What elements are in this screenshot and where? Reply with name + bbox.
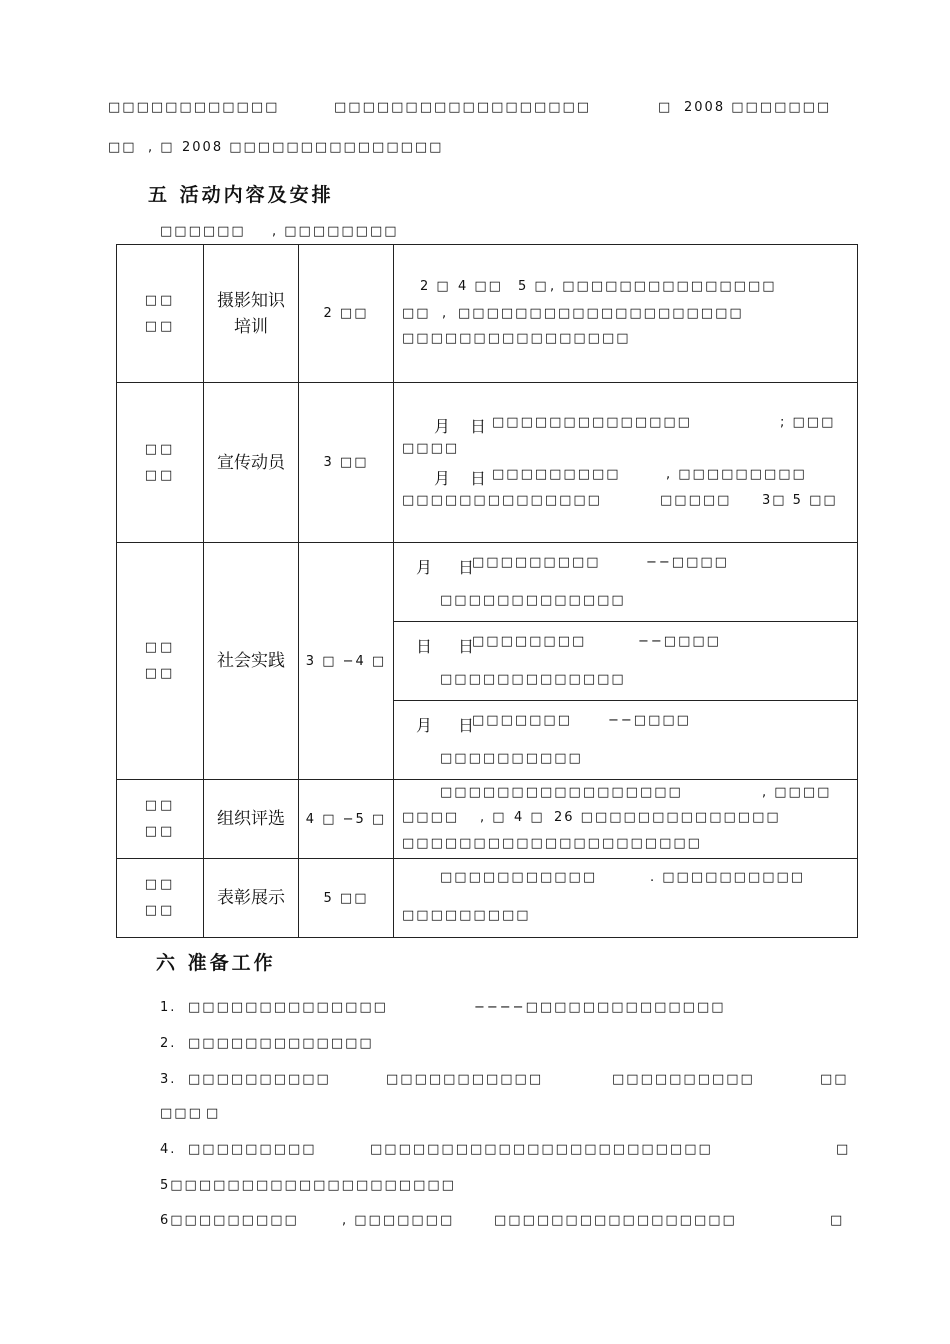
desc-text: ; □□□	[780, 415, 836, 430]
activity-name: 培训	[234, 316, 268, 337]
prep-item-text: □□□	[160, 1106, 203, 1121]
desc-text: □□□□□□□□□□□□□	[440, 593, 626, 608]
activity-name: 组织评选	[217, 809, 285, 829]
time-cell: 5 □□	[299, 859, 394, 938]
desc-text: 月	[416, 558, 433, 577]
desc-text: □□□□□□□□	[472, 634, 587, 649]
desc-text: 日	[470, 469, 487, 488]
desc-text: , □□□□	[762, 785, 832, 800]
prep-item-text: 5□□□□□□□□□□□□□□□□□□□□	[160, 1178, 456, 1193]
description-cell	[394, 780, 858, 859]
desc-text: □□□□□	[660, 493, 732, 508]
activity-name: 社会实践	[217, 651, 285, 671]
desc-text: □□□□□□□□□□□□□□□□□□□□	[458, 306, 744, 321]
desc-text: □□	[402, 306, 431, 321]
prep-item-text: □□□□□□□□□□□	[386, 1072, 544, 1087]
desc-text: 月	[416, 716, 433, 735]
stage-text: □□	[144, 292, 176, 308]
desc-text: □□□□□□□□□□□□□□□□	[402, 331, 631, 346]
time-cell: 3 □□	[299, 383, 394, 543]
desc-text: □□□□□□□□□□□□□□□□□	[440, 785, 683, 800]
prep-item-text: □□	[820, 1072, 849, 1087]
prep-item-text: □□□□□□□□□	[188, 1142, 317, 1157]
description-cell	[394, 859, 858, 938]
stage-text: □□	[144, 666, 176, 681]
stage-cell	[117, 859, 204, 938]
stage-cell	[117, 245, 204, 383]
desc-text: −−□□□□	[646, 555, 729, 570]
prep-item-number: 4.	[160, 1142, 177, 1157]
prep-item-number: 1.	[160, 1000, 177, 1015]
desc-text: ,	[442, 306, 449, 321]
desc-text: □□□□□□□□□□□□□□	[492, 415, 692, 430]
stage-text: □□	[144, 441, 176, 457]
stage-text: □□	[144, 798, 176, 813]
stage-cell	[117, 383, 204, 543]
intro-line-2-c: 2008 □□□□□□□□□□□□□□□	[182, 140, 444, 155]
section-5-subtitle-b: , □□□□□□□□	[272, 224, 399, 239]
section-6-title: 六 准备工作	[156, 952, 276, 974]
desc-text: , □	[480, 810, 507, 825]
desc-text: 日	[470, 417, 487, 436]
time-cell: 4 □ −5 □	[299, 780, 394, 859]
desc-text: −−□□□□	[608, 713, 691, 728]
table-row	[117, 383, 858, 543]
intro-line-2-a: □□	[108, 140, 137, 155]
intro-line-1-b: □□□□□□□□□□□□□□□□□□	[334, 100, 592, 115]
activity-name-cell	[204, 543, 299, 780]
desc-text: 3□ 5 □□	[762, 493, 838, 508]
time-cell: 3 □ −4 □	[299, 543, 394, 780]
description-cell	[394, 383, 858, 543]
activity-name: 表彰展示	[217, 888, 285, 908]
desc-text: 5 □	[518, 279, 549, 294]
prep-item-text: □□□□□□□□□□	[612, 1072, 755, 1087]
desc-text: 日	[458, 558, 475, 577]
prep-item-text: □□□□□□□□□□□□□	[188, 1036, 374, 1051]
table-row	[117, 859, 858, 938]
table-row	[117, 245, 858, 383]
desc-text: , □□□□□□□□□□□□□□□	[550, 279, 777, 294]
activity-name-cell	[204, 859, 299, 938]
intro-line-2-b: , □	[148, 140, 175, 155]
description-cell	[394, 245, 858, 383]
prep-item-text: □□□□□□□□□□	[188, 1072, 331, 1087]
activity-name: 宣传动员	[217, 452, 285, 473]
prep-item-number: 2.	[160, 1036, 177, 1051]
intro-line-1-a: □□□□□□□□□□□□	[108, 100, 280, 115]
desc-text: □□□□□□□□□□□□□□□□□□□□□	[402, 836, 702, 851]
desc-text: 2 □	[420, 279, 451, 294]
stage-cell	[117, 780, 204, 859]
desc-text: 4 □□	[458, 279, 503, 294]
stage-text: □□	[144, 318, 176, 334]
desc-text: 月	[434, 417, 451, 436]
desc-text: □□□□□□□□□□□□□	[440, 672, 626, 687]
prep-item-text: □	[830, 1213, 845, 1228]
table-row	[117, 543, 858, 622]
prep-item-text: □	[206, 1106, 221, 1121]
stage-text: □□	[144, 824, 176, 839]
prep-item-text: □□□□□□□□□□□□□□□□□□□□□□□□	[370, 1142, 713, 1157]
prep-item-text: □□□□□□□□□□□□□□	[188, 1000, 388, 1015]
time-cell: 2 □□	[299, 245, 394, 383]
description-cell	[394, 543, 858, 622]
desc-text: □□□□□□□□□□□□□□	[402, 493, 602, 508]
desc-text: . □□□□□□□□□□	[650, 870, 806, 885]
description-cell	[394, 701, 858, 780]
activity-name-cell	[204, 780, 299, 859]
intro-line-1-d: 2008 □□□□□□□	[684, 100, 832, 115]
stage-text: □□	[144, 640, 176, 655]
activity-name-cell	[204, 245, 299, 383]
stage-text: □□	[144, 903, 176, 918]
prep-item-number: 3.	[160, 1072, 177, 1087]
desc-text: 日	[458, 637, 475, 656]
prep-item-text: □□□□□□□□□□□□□□□□□	[494, 1213, 737, 1228]
desc-text: , □□□□□□□□□	[666, 467, 807, 482]
prep-item-text: , □□□□□□□	[342, 1213, 455, 1228]
desc-text: □□□□	[402, 441, 460, 456]
desc-text: □□□□□□□□□	[472, 555, 601, 570]
stage-text: □□	[144, 467, 176, 483]
section-5-subtitle-a: □□□□□□	[160, 224, 246, 239]
desc-text: □□□□□□□□□□□	[440, 870, 598, 885]
activity-name: 摄影知识	[217, 290, 285, 311]
desc-text: −−□□□□	[638, 634, 721, 649]
desc-text: 4 □	[514, 810, 545, 825]
stage-text: □□	[144, 877, 176, 892]
stage-cell	[117, 543, 204, 780]
desc-text: □□□□□□□	[472, 713, 572, 728]
table-row	[117, 780, 858, 859]
desc-text: □□□□□□□□□	[492, 467, 621, 482]
activity-name-cell	[204, 383, 299, 543]
desc-text: 月	[434, 469, 451, 488]
desc-text: 日	[458, 716, 475, 735]
section-5-title: 五 活动内容及安排	[148, 184, 334, 206]
prep-item-text: 6□□□□□□□□□	[160, 1213, 299, 1228]
desc-text: 日	[416, 637, 433, 656]
intro-line-1-c: □	[658, 100, 673, 115]
prep-item-text: −−−−□□□□□□□□□□□□□□	[474, 1000, 726, 1015]
desc-text: □□□□	[402, 810, 460, 825]
desc-text: □□□□□□□□□	[402, 908, 531, 923]
description-cell	[394, 622, 858, 701]
desc-text: 26 □□□□□□□□□□□□□□	[554, 810, 781, 825]
schedule-table	[116, 244, 858, 938]
desc-text: □□□□□□□□□□	[440, 751, 583, 766]
prep-item-text: □	[836, 1142, 851, 1157]
